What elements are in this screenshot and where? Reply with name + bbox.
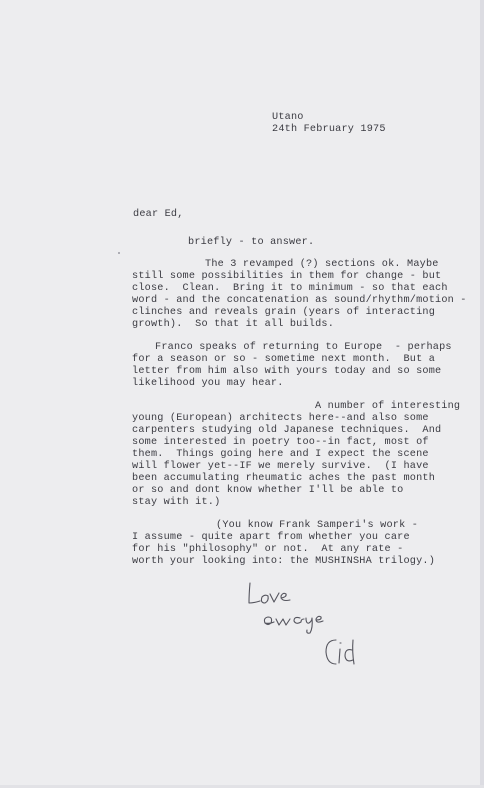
text-line: likelihood you may hear.: [132, 378, 284, 389]
text-line: young (European) architects here--and also some: [132, 413, 429, 424]
text-line: clinches and reveals grain (years of interacting: [132, 307, 436, 318]
text-line: carpenters studying old Japanese techniques. And: [132, 425, 442, 436]
text-line: for his "philosophy" or not. At any rate -: [132, 544, 404, 555]
text-line: The 3 revamped (?) sections ok. Maybe: [205, 259, 439, 270]
text-line: will flower yet--IF we merely survive. (I have: [132, 461, 429, 472]
text-line: A number of interesting: [315, 401, 461, 412]
text-line: still some possibilities in them for change - but: [132, 271, 442, 282]
text-line: some interested in poetry too--in fact, most of: [132, 437, 429, 448]
letter-place: Utano: [272, 112, 304, 123]
text-line: or so and dont know whether I'll be able to: [132, 485, 404, 496]
text-line: I assume - quite apart from whether you care: [132, 532, 410, 543]
text-line: worth your looking into: the MUSHINSHA trilogy.): [132, 556, 436, 567]
text-line: them. Things going here and I expect the scene: [132, 449, 429, 460]
letter-date: 24th February 1975: [272, 124, 386, 135]
text-line: letter from him also with yours today and so some: [132, 366, 442, 377]
text-line: word - and the concatenation as sound/rhythm/motion -: [132, 295, 467, 306]
text-line: (You know Frank Samperi's work -: [216, 520, 419, 531]
text-line: growth). So that it all builds.: [132, 319, 335, 330]
text-line: stay with it.): [132, 497, 221, 508]
text-line: Franco speaks of returning to Europe - perhaps: [155, 342, 452, 353]
text-line: been accumulating rheumatic aches the past month: [132, 473, 436, 484]
text-line: close. Clean. Bring it to minimum - so that each: [132, 283, 448, 294]
letter-salutation: dear Ed,: [133, 209, 184, 220]
text-line: for a season or so - sometime next month. But a: [132, 354, 436, 365]
letter-opening: briefly - to answer.: [188, 237, 315, 248]
